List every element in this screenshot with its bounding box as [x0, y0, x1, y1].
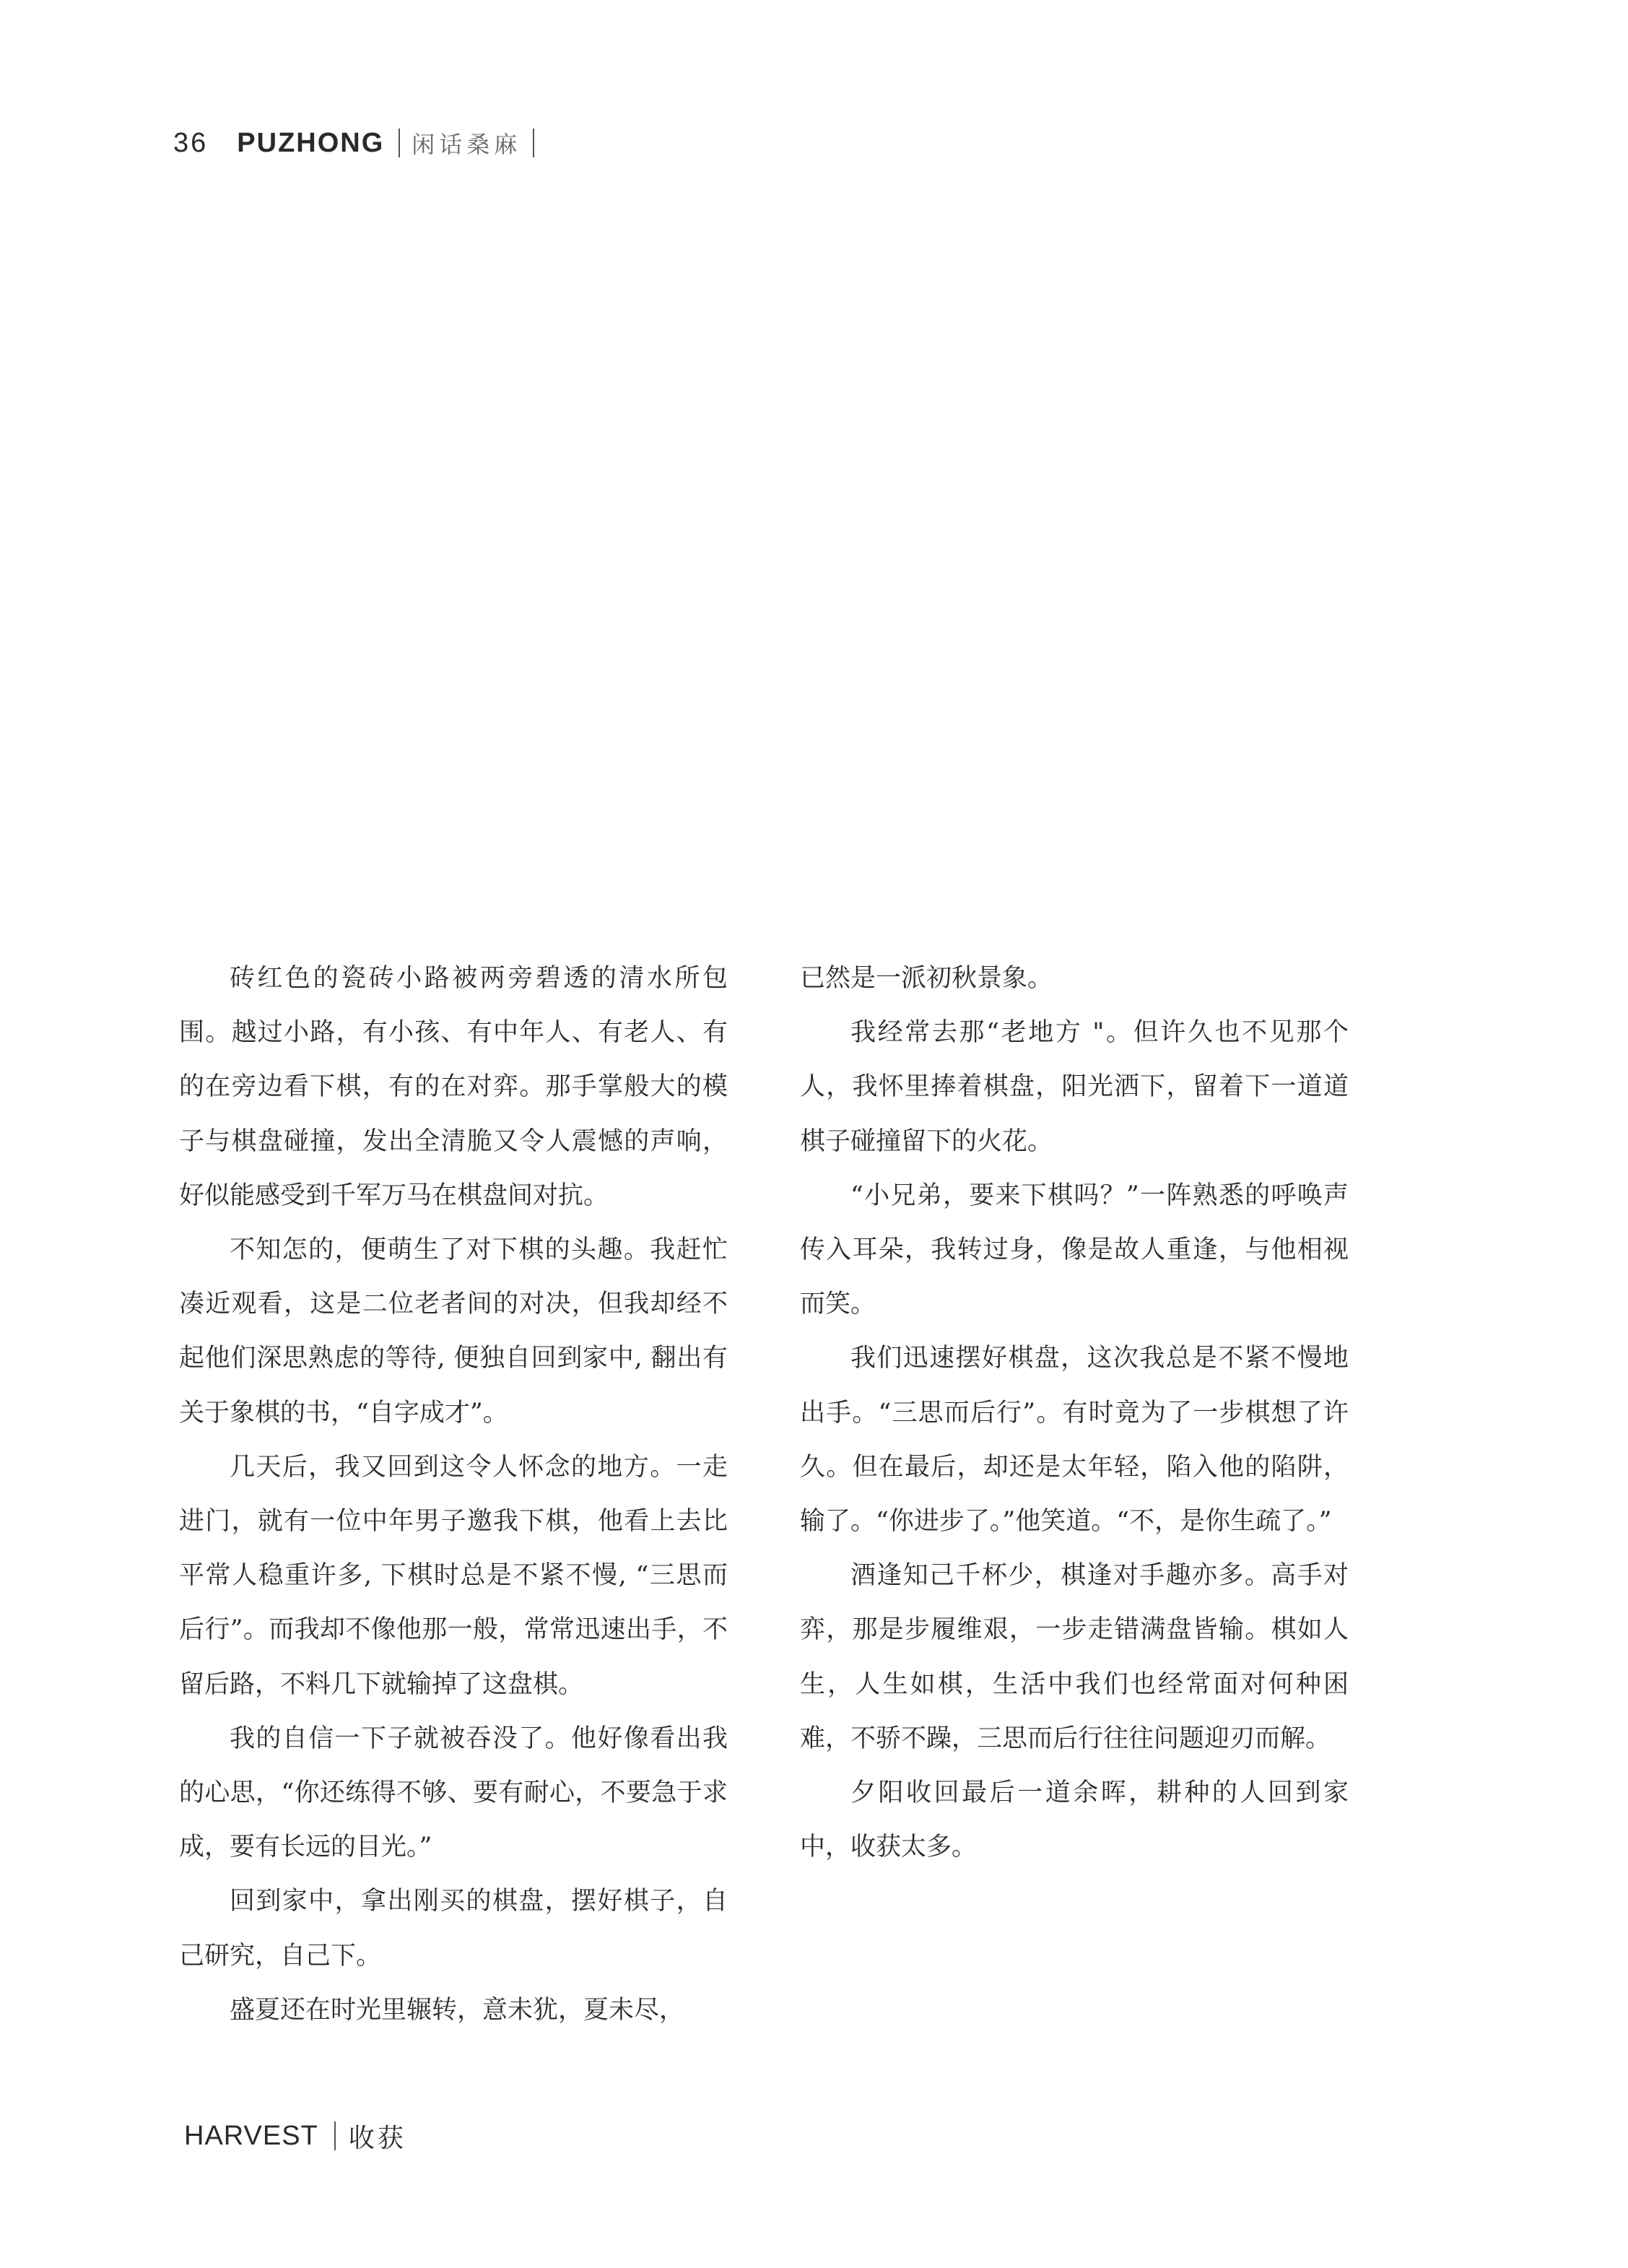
paragraph: 酒逢知己千杯少，棋逢对手趣亦多。高手对弈，那是步履维艰，一步走错满盘皆输。棋如人生，人生如棋，生活中我们也经常面对何种困难，不骄不躁，三思而后行往往问题迎刃而解。 — [800, 1561, 1349, 1753]
paragraph-continuation: 已然是一派初秋景象。 — [800, 964, 1053, 993]
page-footer — [184, 2116, 406, 2156]
paragraph: “小兄弟，要来下棋吗？”一阵熟悉的呼唤声传入耳朵，我转过身，像是故人重逢，与他相视而笑。 — [800, 1181, 1349, 1319]
page-number: 36 — [173, 127, 209, 158]
paragraph: 夕阳收回最后一道余晖，耕种的人回到家中，收获太多。 — [800, 1778, 1349, 1862]
header-divider-left — [399, 129, 400, 157]
footer-divider — [334, 2121, 336, 2150]
footer-title-chinese: 收获 — [348, 2122, 406, 2152]
paragraph: 砖红色的瓷砖小路被两旁碧透的清水所包围。越过小路，有小孩、有中年人、有老人、有的在旁边看下棋，有的在对弈。那手掌般大的模子与棋盘碰撞，发出全清脆又令人震憾的声响，好似能感受到千军万马在棋盘间对抗。 — [179, 964, 728, 1210]
paragraph: 盛夏还在时光里辗转，意未犹，夏未尽， — [230, 1995, 685, 2025]
paragraph: 几天后，我又回到这令人怀念的地方。一走进门，就有一位中年男子邀我下棋，他看上去比平常人稳重许多, 下棋时总是不紧不慢, “三思而后行”。而我却不像他那一般，常常迅速出手，不留后路，不料几下就输掉了这盘棋。 — [179, 1452, 728, 1699]
paragraph: 我们迅速摆好棋盘，这次我总是不紧不慢地出手。“三思而后行”。有时竟为了一步棋想了许久。但在最后，却还是太年轻，陷入他的陷阱，输了。“你进步了。”他笑道。“不，是你生疏了。” — [800, 1344, 1349, 1537]
paragraph: 我经常去那“老地方 "。但许久也不见那个人，我怀里捧着棋盘，阳光洒下，留着下一道道棋子碰撞留下的火花。 — [800, 1018, 1349, 1156]
article-column-left — [179, 952, 728, 2038]
footer-title-english: HARVEST — [184, 2120, 318, 2151]
paragraph: 我的自信一下子就被吞没了。他好像看出我的心思，“你还练得不够、要有耐心，不要急于求成，要有长远的目光。” — [179, 1724, 728, 1862]
header-divider-right — [533, 129, 534, 157]
page-header — [173, 121, 534, 165]
article-column-right — [800, 952, 1349, 1874]
magazine-name: PUZHONG — [237, 127, 385, 158]
paragraph: 回到家中，拿出刚买的棋盘，摆好棋子，自己研究，自己下。 — [179, 1887, 728, 1971]
section-title: 闲话桑麻 — [412, 131, 522, 157]
paragraph: 不知怎的，便萌生了对下棋的头趣。我赶忙凑近观看，这是二位老者间的对决，但我却经不起他们深思熟虑的等待, 便独自回到家中, 翻出有关于象棋的书，“自字成才”。 — [179, 1235, 728, 1428]
